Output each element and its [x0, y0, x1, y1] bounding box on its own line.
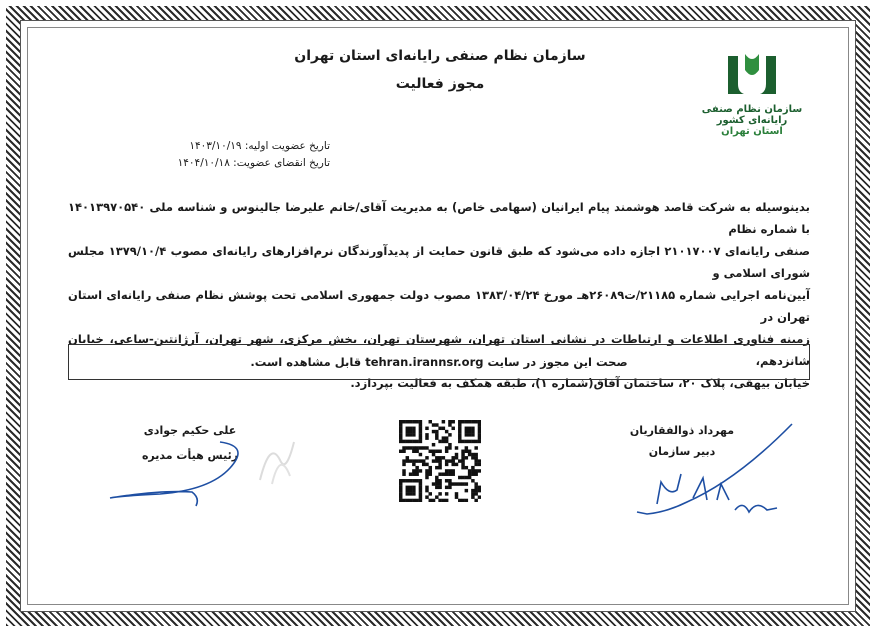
org-logo	[697, 50, 807, 160]
body-line: خیابان بیهقی، پلاک ۲۰، ساختمان آفاق(شماره ۱)، طبقه همکف به فعالیت بپردازد.	[350, 376, 810, 390]
permit-title: مجوز فعالیت	[395, 76, 485, 92]
verify-site-link[interactable]: tehran.irannsr.org	[365, 355, 484, 369]
secretary-title: دبیر سازمان	[648, 445, 716, 458]
qr-code-icon	[399, 420, 481, 502]
chairman-title: رئیس هیأت مدیره	[141, 449, 239, 462]
chairman-name: علی حکیم جوادی	[143, 424, 237, 437]
secretary-name: مهرداد ذوالفقاریان	[629, 424, 735, 437]
membership-start-date: تاریخ عضویت اولیه: ۱۴۰۳/۱۰/۱۹	[189, 140, 330, 152]
verify-text-before: صحت این مجوز در سایت	[487, 355, 628, 369]
verification-box	[68, 344, 810, 380]
chairman-signature-icon	[100, 428, 270, 518]
membership-dates	[70, 138, 330, 172]
logo-city: استان تهران	[721, 126, 783, 137]
membership-end-date: تاریخ انقضای عضویت: ۱۴۰۴/۱۰/۱۸	[177, 157, 330, 169]
body-line: صنفی رایانه‌ای ۲۱۰۱۷۰۰۷ اجازه داده می‌شود که طبق قانون حمایت از پدیدآورندگان نرم‌افزارهای رایانه‌ای مصوب ۱۳۷۹/۱۰/۴ مجلس شورای اسلامی و	[68, 244, 810, 280]
logo-emblem-icon	[722, 50, 782, 98]
org-title: سازمان نظام صنفی رایانه‌ای استان تهران	[294, 48, 586, 64]
verify-text-after: قابل مشاهده است.	[250, 355, 362, 369]
body-line: آیین‌نامه اجرایی شماره ۲۱۱۸۵/ت۲۶۰۸۹هـ مورخ ۱۳۸۳/۰۴/۲۴ مصوب دولت جمهوری اسلامی تحت پوشش نظام صنفی رایانه‌ای استان تهران در	[68, 288, 811, 324]
logo-org-name: سازمان نظام صنفی رایانه‌ای کشور	[701, 104, 803, 126]
body-line: بدینوسیله به شرکت قاصد هوشمند پیام ایرانیان (سهامی خاص) به مدیریت آقای/خانم علیرضا جالینوس و شناسه ملی ۱۴۰۱۳۹۷۰۵۴۰ با شماره نظام	[68, 200, 810, 236]
secretary-signature-icon	[617, 420, 807, 530]
body-line: زمینه فناوری اطلاعات و ارتباطات در نشانی استان تهران، شهرستان تهران، بخش مرکزی، شهر تهران، آرژانتین-ساعی، خیابان شانزدهم،	[68, 332, 810, 368]
faded-stamp-icon	[250, 430, 310, 490]
